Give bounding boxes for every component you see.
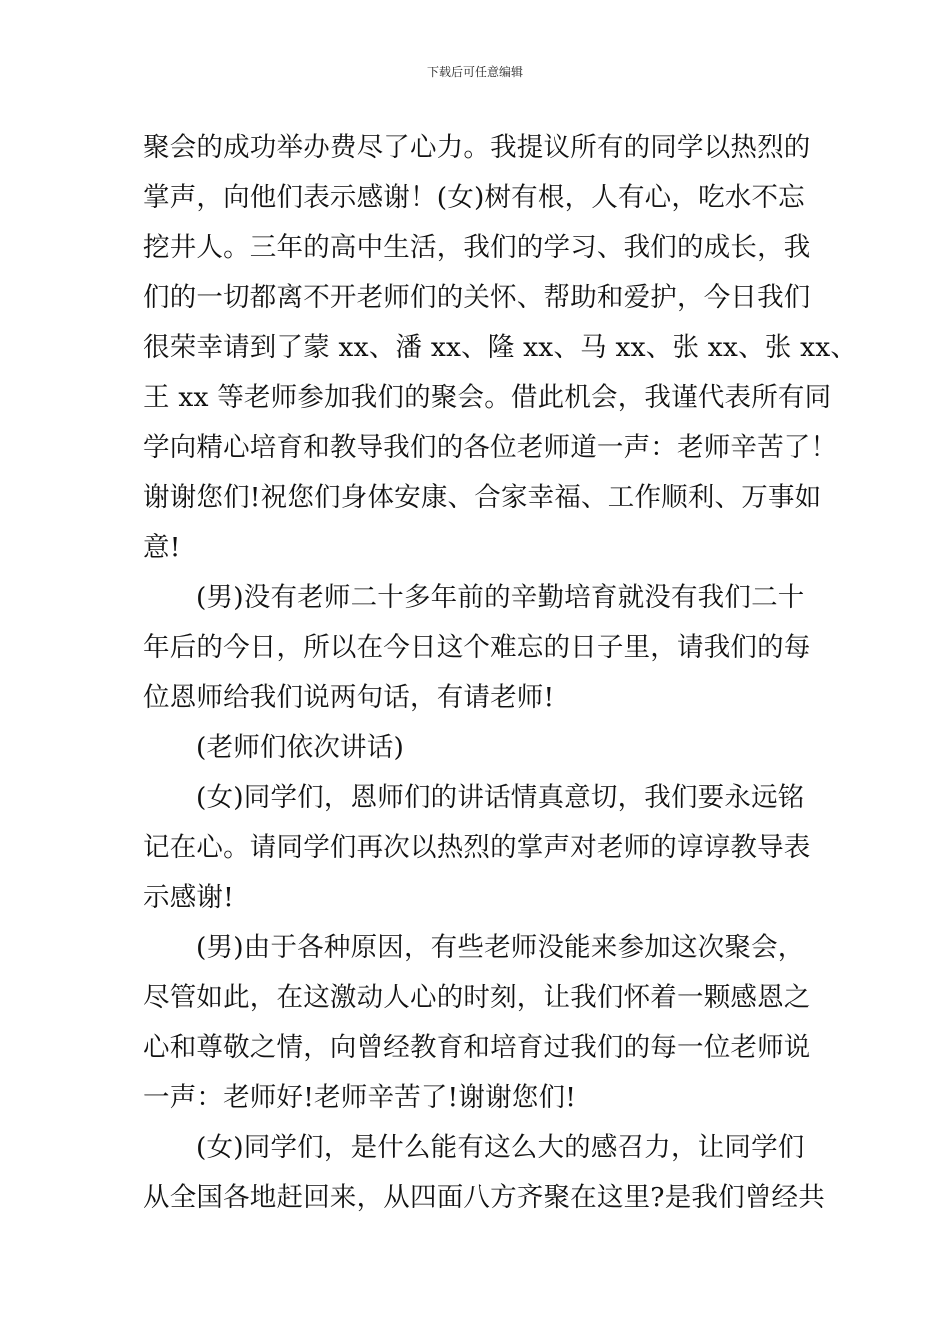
text-line: 很荣幸请到了蒙 xx、潘 xx、隆 xx、马 xx、张 xx、张 xx、 [143, 332, 858, 363]
text-line: 记在心。请同学们再次以热烈的掌声对老师的谆谆教导表 [143, 832, 811, 863]
paragraph-start-line: (男)由于各种原因，有些老师没能来参加这次聚会， [196, 932, 805, 963]
text-line: 从全国各地赶回来，从四面八方齐聚在这里?是我们曾经共 [143, 1182, 825, 1213]
paragraph-start-line: (女)同学们，恩师们的讲话情真意切，我们要永远铭 [196, 782, 805, 813]
paragraph-start-line: (女)同学们，是什么能有这么大的感召力，让同学们 [196, 1132, 805, 1163]
text-line: 学向精心培育和教导我们的各位老师道一声：老师辛苦了！ [143, 432, 838, 463]
paragraph-start-line: (老师们依次讲话) [196, 732, 404, 763]
text-line: 们的一切都离不开老师们的关怀、帮助和爱护，今日我们 [143, 282, 811, 313]
text-line: 尽管如此，在这激动人心的时刻，让我们怀着一颗感恩之 [143, 982, 811, 1013]
text-line: 王 xx 等老师参加我们的聚会。借此机会，我谨代表所有同 [143, 382, 832, 413]
text-line: 一声：老师好!老师辛苦了!谢谢您们! [143, 1082, 577, 1113]
text-line: 挖井人。三年的高中生活，我们的学习、我们的成长，我 [143, 232, 811, 263]
text-line: 意! [143, 532, 181, 563]
text-line: 谢谢您们!祝您们身体安康、合家幸福、工作顺利、万事如 [143, 482, 822, 513]
text-line: 聚会的成功举办费尽了心力。我提议所有的同学以热烈的 [143, 132, 811, 163]
text-line: 年后的今日，所以在今日这个难忘的日子里，请我们的每 [143, 632, 811, 663]
page-header: 下载后可任意编辑 [426, 65, 523, 79]
text-line: 示感谢! [143, 882, 234, 913]
document-body [143, 128, 858, 1228]
text-line: 心和尊敬之情，向曾经教育和培育过我们的每一位老师说 [143, 1032, 811, 1063]
paragraph-start-line: (男)没有老师二十多年前的辛勤培育就没有我们二十 [196, 582, 805, 613]
text-line: 掌声，向他们表示感谢！(女)树有根，人有心，吃水不忘 [143, 182, 805, 213]
text-line: 位恩师给我们说两句话，有请老师! [143, 682, 555, 713]
